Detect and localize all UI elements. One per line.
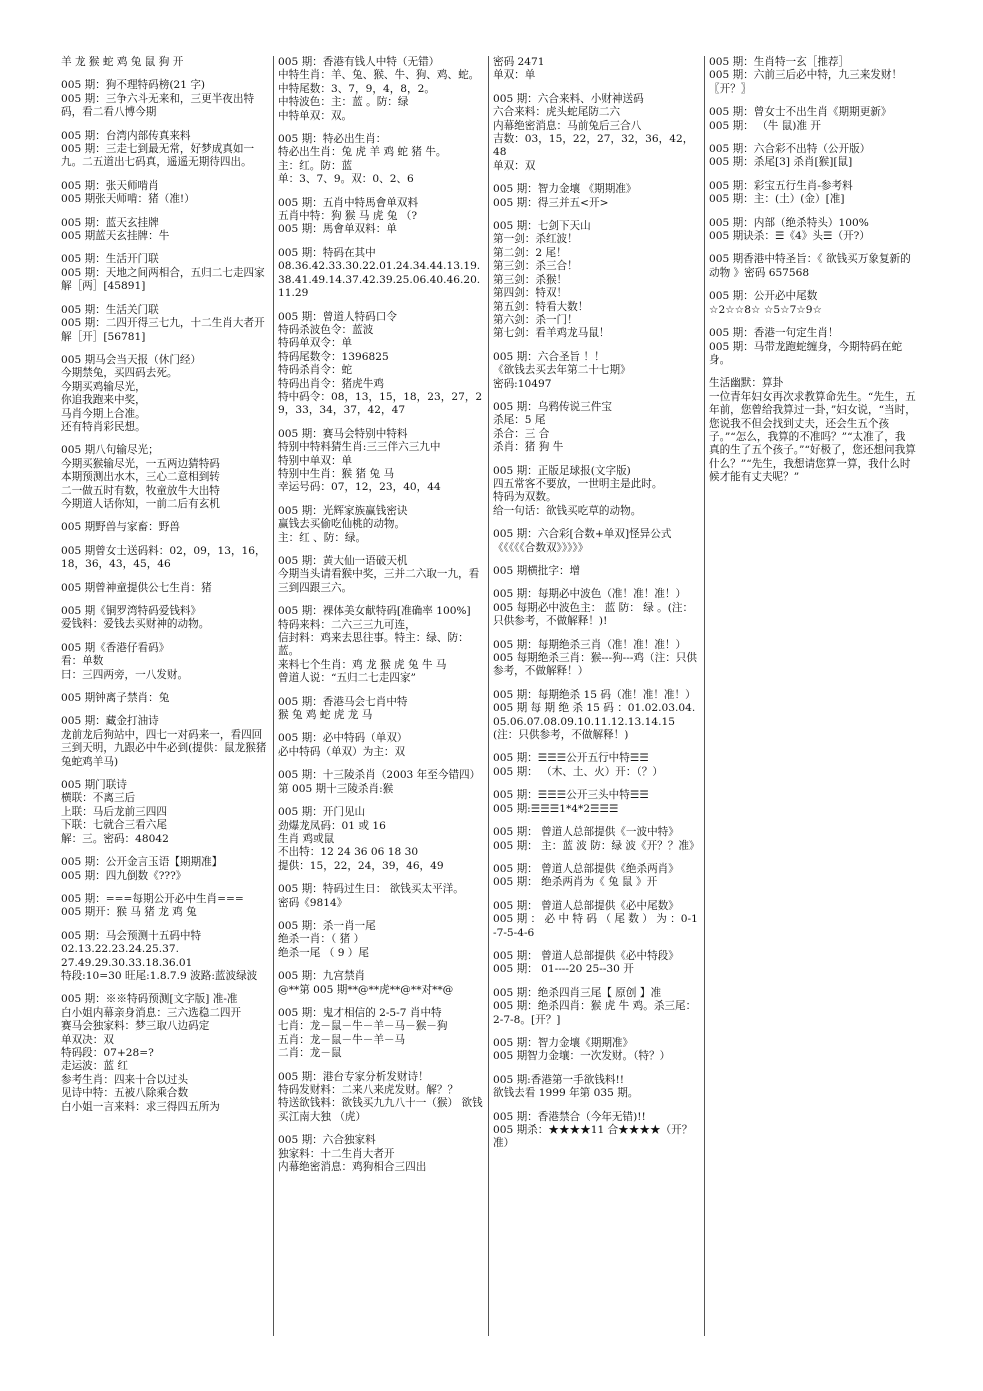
text-block [493,351,700,391]
text-block [709,290,916,317]
text-line: 今期买鸡输尽光， [61,380,146,393]
text-block [278,1071,485,1125]
text-line: 吉数：03，15，22，27，32，36，42，48 [493,133,694,159]
text-line: 本期预测出水木，三心二意相到转 [61,471,220,484]
text-line: 005 期：每期必中波色（准！准！准！） [493,588,687,601]
text-line: 来料七个生肖：鸡 龙 猴 虎 兔 牛 马 [278,658,447,671]
text-line: 005 期诀杀：☰《4》头☰（开?） [709,230,870,243]
text-block [493,689,700,743]
text-line: 08.36.42.33.30.22.01.24.34.44.13.19.38.41.49.14.37.42.39.25.06.40.46.20.11.29 [278,260,481,300]
text-block [61,304,269,344]
text-line: 第三剑：杀三合！ [493,260,578,273]
text-line: 005 期：香港马会七肖中特 [278,695,408,708]
text-block [493,588,700,628]
text-block [61,993,269,1114]
text-block [278,806,485,873]
text-line: 005 期：赛马会特别中特料 [278,427,408,440]
text-line: 005 期：主：(土）(金）[准] [709,193,845,206]
text-line: 横联：不离三后 [61,792,136,805]
text-line: 羊 龙 猴 蛇 鸡 兔 鼠 狗 开 [61,56,184,68]
text-line: 005 期：每期绝杀 15 码（准！准！准！） [493,688,696,701]
text-line: 密码《9814》 [278,896,348,909]
text-line: 005 期：鬼才相信的 2-5-7 肖中特 [278,1006,442,1019]
text-block [61,856,269,883]
text-block [61,79,269,119]
text-block [278,133,485,187]
text-line: 内幕绝密消息：鸡狗相合三四出 [278,1161,427,1174]
text-line: 单双决：双 [61,1033,114,1046]
text-line: 02.13.22.23.24.25.37. [61,943,179,956]
text-line: 马肖今期上合准。 [61,407,146,420]
text-line: 第二剑：2 尾！ [493,246,567,259]
text-block [493,565,700,578]
text-line: 今期道人话你知，一前二后有玄机 [61,497,220,510]
text-block [493,752,700,779]
text-line: @**第 005 期**@**虎**@**对**@ [278,983,454,996]
text-line: 特码单双令：单 [278,337,353,350]
text-line: 005 期：生肖特一玄［推荐］ [709,56,850,68]
text-line: 特码出肖令：猪虎牛鸡 [278,377,384,390]
text-line: 六合来料：虎头蛇尾防二六 [493,106,621,119]
column-divider [273,56,274,1336]
text-line: 005 期： （牛 鼠)准 开 [709,119,821,132]
text-line: 特送欲钱料：欲钱买九九八十一（猴） 欲钱买江南大独 （虎） [278,1097,483,1123]
text-line: 第五剑：特看大数！ [493,300,589,313]
column-3 [493,56,700,1161]
text-line: 中特尾数：3、7，9，4，8，2。 [278,82,435,95]
text-line: 005 期：曾道人特码口令 [278,310,397,323]
text-line: 005 期：每期绝杀三肖（准！准！准！） [493,638,687,651]
text-line: 005 期：二四开得三七九，十二生肖大者开 [61,317,265,330]
text-line: 特码尾数令：1396825 [278,350,389,363]
text-block [61,779,269,846]
text-line: 005 期：光辉家族赢钱密诀 [278,504,408,517]
text-line: 005 期：藏金打油诗 [61,715,159,728]
text-block [493,93,700,173]
text-block [709,180,916,207]
text-line: 生肖 鸡或鼠 [278,832,335,845]
text-line: 单双：双 [493,159,536,172]
text-line: 005 期：六前三后必中特，九三来发财！〖开？〗 [709,69,903,95]
text-block [61,642,269,682]
text-block [709,253,916,280]
text-block [61,130,269,170]
text-line: 005 期：十三陵杀肖（2003 年至今错四） [278,769,481,782]
text-line: 今期买猴输尽光，一五两边猜特码 [61,457,220,470]
text-block [278,311,485,418]
text-line: 生活幽默：算卦 [709,377,784,390]
text-line: 绝杀一肖：（ 猪 ） [278,933,365,946]
text-line: 005 期：狗不理特码榜(21 字) [61,79,206,92]
text-line: 005 期： 01----20 25--30 开 [493,963,634,976]
text-block [278,247,485,301]
text-line: 参考生肖：四来十合以过头 [61,1073,189,1086]
text-line: 005 期：五肖中特馬會单双料 [278,196,419,209]
text-line: 005 期智力金壤：一次发财。（特？） [493,1050,671,1063]
text-block [493,465,700,519]
text-block [493,1074,700,1101]
text-block [278,1007,485,1061]
text-line: 第三剑：杀猴！ [493,273,568,286]
text-line: 内幕绝密消息：马前兔后三合八 [493,119,642,132]
text-line: 曰：三四两旁，一八发财。 [61,668,189,681]
text-line: 005 期：智力金壤 《期期准》 [493,183,637,196]
text-block [493,987,700,1027]
text-line: 005 期： 绝杀两肖为《 兔 鼠 》开 [493,876,658,889]
text-line: 解［开］[56781] [61,330,146,343]
text-line: 看：单数 [61,655,104,668]
text-line: 005 期曾神童提供公七生肖：猪 [61,581,212,594]
text-block [61,692,269,705]
text-line: 005 期：七剑下天山 [493,220,591,233]
text-line: 005 期： 曾道人总部提供《一波中特》 [493,826,679,839]
column-2 [278,56,485,1184]
text-block [61,253,269,293]
text-line: 猴 兔 鸡 蛇 虎 龙 马 [278,709,373,722]
text-line: 005 期：港台专家分析发财诗！ [278,1070,429,1083]
text-line: 主：红。防：蓝 [278,159,353,172]
text-line: 二一做五时有数，牧童放牛大出特 [61,484,220,497]
text-line: 005 期： （木、土、火）开：（？） [493,765,663,778]
text-line: 005 期：☰☰☰公开三头中特☰☰ [493,789,649,802]
text-line: 五肖：龙－鼠－牛－羊－马 [278,1033,406,1046]
text-line: 劲爆龙凤码：01 或 16 [278,819,386,832]
text-line: 下联：七就合三看六尾 [61,819,167,832]
text-line: 杀肖：猪 狗 牛 [493,441,564,454]
text-line: 005 期：杀尾[3] 杀肖[猴][鼠] [709,156,853,169]
column-divider [704,56,705,1336]
text-line: 解：三。密码：48042 [61,832,169,845]
text-block [278,769,485,796]
text-line: 005 期： 曾道人总部提供《绝杀两肖》 [493,862,679,875]
text-line: ☆2☆☆8☆ ☆5☆7☆9☆ [709,303,823,316]
text-block [278,428,485,495]
text-line: 杀尾：5 尾 [493,414,546,427]
text-line: 005 期：香港有钱人中特（无错） [278,56,440,68]
text-block [493,863,700,890]
text-line: 走运波：蓝 红 [61,1060,128,1073]
text-line: 赛马会独家料：梦三取八边码定 [61,1020,210,1033]
text-line: 你追我跑来中奖， [61,394,146,407]
text-line: 005 期横批字：增 [493,565,581,577]
text-line: 005 期：特码过生日： 欲钱买太平洋。 [278,883,464,896]
text-line: 单双：单 [493,69,536,82]
text-line: 005 期： 主：蓝 波 防：绿 波《开？？准》 [493,839,700,852]
text-line: 005 期八句输尽光； [61,444,159,457]
text-block [278,56,485,123]
text-line: 《欲钱去买去年第二十七期》 [493,364,631,377]
text-line: 005 期：特必出生肖： [278,133,387,146]
text-block [278,1134,485,1174]
text-line: 005 期：马带龙跑蛇缠身，今期特码在蛇身。 [709,340,903,366]
text-block [493,789,700,816]
text-block [493,826,700,853]
text-line: 白小姐一言来料：求三得四五所为 [61,1100,220,1113]
text-line: 005 期杀：★★★★11 合★★★★（开？准） [493,1124,693,1150]
text-line: 给一句话：欲钱买吃草的动物。 [493,504,642,517]
text-line: 005 期：香港禁合（今年无错)!! [493,1110,646,1123]
text-line: 005 期曾女士送码料：02，09，13，16，18，36，43，45，46 [61,544,266,571]
text-block [709,56,916,96]
text-line: 不出特：12 24 36 06 18 30 [278,846,419,859]
text-block [278,970,485,997]
text-block [709,377,916,484]
text-block [61,582,269,595]
text-line: 第 005 期十三陵杀肖:猴 [278,782,394,795]
text-line: 杀合：三 合 [493,427,550,440]
text-block [61,715,269,769]
text-line: 005 期：生活关门联 [61,303,159,316]
text-line: 今期禁兔，买四码去死。 [61,367,178,380]
text-block [278,920,485,960]
text-line: 005 期香港中特圣旨：《 欲钱买万象复新的动物 》密码 657568 [709,253,911,279]
text-line: 005 期门联诗 [61,779,127,792]
text-line: 005 期马会当天报（休门经） [61,353,202,366]
text-line: 005 期：张天师啃肖 [61,179,159,192]
text-line: 特中码令：08，13，15，18，23，27，29，33，34，37，42，47 [278,390,483,417]
text-line: 005 期：绝杀四肖：猴 虎 牛 鸡。杀三尾：2-7-8。[开？] [493,1000,697,1026]
text-line: 005 期：生活开门联 [61,253,159,266]
text-line: 005 期《铜罗湾特码爱钱料》 [61,605,202,617]
text-line: 005 期：智力金壤《期期准》 [493,1036,634,1049]
text-line: 密码 2471 [493,56,545,68]
text-line: 005 期：六合彩[合数+单双]怪异公式 [493,528,672,541]
text-line: 005 期：乌鸦传说三件宝 [493,400,612,413]
text-line: 005 期：===每期公开必中生肖=== [61,892,244,905]
text-line: 005 期：香港一句定生肖！ [709,327,839,340]
text-line: 特码来料：二六三三九可连， [278,618,416,631]
text-line: 005 期：☰☰☰公开五行中特☰☰ [493,752,649,765]
text-block [493,183,700,210]
text-line: 五肖中特：狗 猴 马 虎 兔 （? [278,210,418,223]
text-block [278,732,485,759]
text-line: 005 期 ： 必 中 特 码 （ 尾 数 ） 为 ：0-1-7-5-4-6 [493,913,698,939]
text-line: 005 期：绝杀四肖三尾【 原创 】准 [493,986,662,999]
text-line: 005 期：得三并五<开> [493,196,609,209]
text-line: 005 期：特码在其中 [278,246,376,259]
column-divider [488,56,489,1336]
text-line: 005 期《香港仔看码》 [61,641,170,654]
text-line: 欲钱去看 1999 年第 035 期。 [493,1087,639,1100]
text-block [61,521,269,534]
text-line: 特段:10=30 旺尾:1.8.7.9 波路:蓝波绿波 [61,969,258,982]
text-line: 解［两］[45891] [61,280,146,293]
text-line: 七肖：龙－鼠－牛－羊－马－猴－狗 [278,1020,448,1033]
text-line: 必中特码（单双）为主：双 [278,745,406,758]
text-line: 独家料：十二生肖大者开 [278,1147,395,1160]
text-line: 中特单双：双。 [278,109,353,122]
text-block [278,555,485,595]
text-block [493,528,700,555]
text-line: 005 期： 曾道人总部提供《必中特段》 [493,949,679,962]
text-block [493,639,700,679]
text-line: 005 期:香港第一手欲钱料!! [493,1073,625,1086]
text-line: 第一剑：杀红波！ [493,233,578,246]
text-line: 赢钱去买偷吃仙桃的动物。 [278,518,406,531]
text-line: 005 期：曾女士不出生肖《期期更新》 [709,106,892,119]
text-line: 005 期：裸体美女献特码[准确率 100%] [278,605,471,618]
text-line: 005 期：三争六斗无来和，三更半夜出特码，看二看八博今期 [61,92,255,119]
text-line: 一位青年妇女再次求教算命先生。“先生，五年前，您曾给我算过一卦，”妇女说，“当时，您说我不但会找到丈夫，还会生五个孩子。”“怎么，我算的不准吗？”“太准了，我真的生了五个孩子。”“好极了，您还想问我算什么？”“先生，我想请您算一算，我什么时候才能有丈夫呢？” [709,390,916,484]
text-block [493,220,700,341]
text-block [278,605,485,685]
text-line: 005 每期必中波色主： 蓝 防： 绿 。(注：只供参考，不做解释！)! [493,601,694,628]
text-line: 005 期 每 期 绝 杀 15 码 ：01.02.03.04.05.06.07.08.09.10.11.12.13.14.15(注：只供参考，不做解释！) [493,702,696,742]
text-block [709,106,916,133]
text-line: 005 期：必中特码（单双） [278,732,408,745]
text-line: 特别中特料猜生肖:三三伴六三九中 [278,441,441,454]
text-line: 005 期：公开必中尾数 [709,290,818,303]
text-line: 005 期：台湾内部传真来料 [61,129,191,142]
column-1 [61,56,269,1124]
text-line: 005 期：开门见山 [278,806,366,819]
text-line: 005 期：四九倒数《???》 [61,869,187,882]
text-line: 005 期蓝天玄挂牌：牛 [61,230,170,243]
text-block [61,444,269,511]
text-line: 005 期张天师啃：猪（准!） [61,193,195,206]
text-block [493,56,700,83]
text-line: 第七剑：看羊鸡龙马鼠！ [493,327,610,340]
text-line: 特码杀肖令：蛇 [278,364,353,377]
text-line: 005 期：六合彩不出特（公开版） [709,143,871,156]
text-line: 中特生肖：羊、兔、猴、牛、狗、鸡、蛇。 [278,69,480,82]
text-line: 特别中单双：单 [278,454,353,467]
text-block [493,401,700,455]
text-line: 005 期：馬會单双料：单 [278,223,397,236]
text-line: 005 期：杀一肖一尾 [278,919,376,932]
text-line: 005 期：内部（绝杀特头）100% [709,216,869,229]
text-line: 特别中生肖：猴 猪 兔 马 [278,467,395,480]
text-block [493,1037,700,1064]
text-line: 第六剑：杀一门！ [493,313,578,326]
text-line: 二肖：龙－鼠 [278,1047,342,1060]
text-line: 四五常客不要放，一世明主是此时。 [493,477,663,490]
text-block [61,217,269,244]
text-line: 005 期开：猴 马 猪 龙 鸡 兔 [61,906,197,919]
text-line: 005 期：马会预测十五码中特 [61,929,202,942]
text-block [278,505,485,545]
text-line: 特码发财料：二来八来虎发财。解？？ [278,1084,459,1096]
text-block [709,143,916,170]
text-line: 005 期：六合独家料 [278,1134,376,1147]
text-block [278,197,485,237]
text-block [61,605,269,632]
text-line: 《《《《《合数双》》》》》 [493,541,589,554]
text-line: 白小姐内幕亲身消息：三六选稳二四开 [61,1006,242,1019]
text-line: 今期当头请看猴中奖，三并二六取一九，看三到四跟三六。 [278,568,480,594]
text-block [61,354,269,434]
text-line: 005 期：九宫禁肖 [278,970,366,983]
text-line: 提供：15，22，24，39，46，49 [278,859,444,872]
text-line: 005 期：公开金言玉语【期期准】 [61,856,223,869]
text-line: 特必出生肖：兔 虎 羊 鸡 蛇 猪 牛。 [278,146,447,159]
text-line: 还有特肖彩民想。 [61,420,146,433]
text-line: 上联：马后龙前三四四 [61,805,167,818]
text-line: 005 期钟离子禁肖：兔 [61,692,170,705]
text-block [278,883,485,910]
text-line: 中特波色：主：蓝 。防：绿 [278,96,409,109]
text-block [61,180,269,207]
text-line: 005 期：正版足球报(文字版) [493,464,631,477]
text-line: 005 期：黄大仙一语破天机 [278,555,408,567]
text-line: 第四剑：特双！ [493,287,568,300]
text-line: 005 期：天地之间两相合，五归二七走四家 [61,266,265,279]
text-line: 005 期:☰☰☰1*4*2☰☰☰ [493,802,619,815]
text-block [709,327,916,367]
text-line: 单：3、7、9。双：0、2、6 [278,173,414,186]
text-line: 005 期：六合圣旨 ！！ [493,350,605,363]
column-4 [709,56,916,495]
text-line: 曾道人说：“五归二七走四家” [278,672,416,685]
text-line: 005 期：蓝天玄挂牌 [61,216,159,229]
text-line: 绝杀一尾 （ 9 ）尾 [278,946,369,959]
text-block [493,950,700,977]
text-line: 27.49.29.30.33.18.36.01 [61,956,193,969]
text-block [61,930,269,984]
text-line: 005 期：彩宝五行生肖-参考料 [709,179,853,192]
text-line: 005 期：六合来料、小财神送码 [493,92,644,105]
text-block [278,696,485,723]
text-line: 爱钱料：爱钱去买财神的动物。 [61,618,210,631]
text-line: 005 期野兽与家畜：野兽 [61,521,180,534]
text-line: 幸运号码：07，12，23，40，44 [278,481,441,494]
text-block [493,900,700,940]
text-line: 密码:10497 [493,377,552,390]
text-line: 特码为双数。 [493,491,557,504]
text-block [493,1111,700,1151]
text-line: 005 期：※※特码预测[文字版] 准-准 [61,993,238,1006]
text-block [61,56,269,69]
text-line: 特码段：07+28=? [61,1046,154,1059]
text-line: 特码杀波色令：蓝波 [278,323,374,336]
text-block [61,893,269,920]
text-line: 龙前龙后狗站中，四七一对码来一，看四回三到天明，九跟必中牛必到(提供：鼠龙猴猪兔蛇鸡羊马) [61,728,267,768]
text-line: 主：红 、防：绿。 [278,531,367,544]
text-line: 信封料：鸡来去思往事。特主：绿、防：蓝。 [278,632,469,658]
text-line: 005 每期绝杀三肖：猴---狗---鸡（注：只供参考，不做解释！） [493,652,697,678]
text-block [709,217,916,244]
text-line: 见诗中特：五被八除乘合数 [61,1087,189,1100]
text-block [61,545,269,572]
text-line: 005 期：三走七到最无常，好梦成真如一九。二五道出七码真，遥遥无期待四出。 [61,143,255,169]
text-line: 005 期： 曾道人总部提供《必中尾数》 [493,899,679,912]
